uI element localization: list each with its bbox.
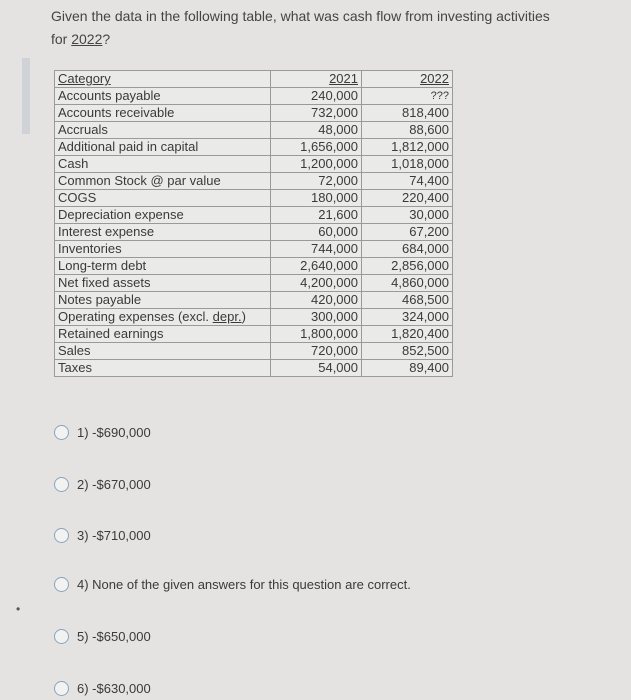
row-category: Long-term debt [55,258,271,275]
row-value-2022: ??? [362,88,453,105]
row-value-2022: 818,400 [362,105,453,122]
table-row [55,275,453,292]
row-value-2021: 240,000 [271,88,362,105]
row-value-2021: 48,000 [271,122,362,139]
table-row [55,258,453,275]
row-value-2021: 1,656,000 [271,139,362,156]
row-value-2022: 468,500 [362,292,453,309]
row-value-2021: 2,640,000 [271,258,362,275]
row-value-2022: 1,820,400 [362,326,453,343]
row-category: Sales [55,343,271,360]
answer-option-2[interactable] [54,477,151,492]
row-value-2022: 88,600 [362,122,453,139]
table-header-row [55,71,453,88]
option-label: 1) -$690,000 [77,425,151,440]
answer-option-4[interactable] [54,577,411,592]
header-category: Category [55,71,271,88]
table-row [55,105,453,122]
row-value-2021: 420,000 [271,292,362,309]
row-value-2021: 732,000 [271,105,362,122]
question-line-1: Given the data in the following table, what was cash flow from investing activities [51,8,550,24]
bullet-marker: • [16,602,21,616]
table-row [55,122,453,139]
table-row [55,360,453,377]
option-label: 2) -$670,000 [77,477,151,492]
row-value-2022: 1,018,000 [362,156,453,173]
row-category: Common Stock @ par value [55,173,271,190]
table-row [55,88,453,105]
option-label: 5) -$650,000 [77,629,151,644]
radio-button-icon[interactable] [54,577,69,592]
row-category: Interest expense [55,224,271,241]
side-bar-marker [22,58,30,134]
question-text [51,5,611,51]
row-category: Inventories [55,241,271,258]
row-category: Notes payable [55,292,271,309]
row-value-2021: 300,000 [271,309,362,326]
option-label: 6) -$630,000 [77,681,151,696]
radio-button-icon[interactable] [54,528,69,543]
row-value-2021: 21,600 [271,207,362,224]
question-year: 2022 [71,31,103,47]
row-value-2022: 852,500 [362,343,453,360]
row-category: Depreciation expense [55,207,271,224]
row-value-2021: 54,000 [271,360,362,377]
row-category: Taxes [55,360,271,377]
row-value-2021: 180,000 [271,190,362,207]
answer-option-3[interactable] [54,528,151,543]
row-value-2021: 72,000 [271,173,362,190]
row-value-2022: 74,400 [362,173,453,190]
header-2021: 2021 [271,71,362,88]
row-category: Additional paid in capital [55,139,271,156]
table-row [55,309,453,326]
financial-data-table [54,70,453,377]
table-row [55,173,453,190]
row-value-2021: 720,000 [271,343,362,360]
row-value-2022: 2,856,000 [362,258,453,275]
row-value-2022: 89,400 [362,360,453,377]
table-row [55,190,453,207]
table-row [55,292,453,309]
radio-button-icon[interactable] [54,681,69,696]
row-value-2021: 4,200,000 [271,275,362,292]
row-category: Net fixed assets [55,275,271,292]
table-row [55,207,453,224]
row-category: Accounts payable [55,88,271,105]
table-row [55,326,453,343]
row-value-2021: 744,000 [271,241,362,258]
row-category: COGS [55,190,271,207]
row-value-2021: 1,800,000 [271,326,362,343]
radio-button-icon[interactable] [54,425,69,440]
row-category: Cash [55,156,271,173]
table-row [55,241,453,258]
row-category: Accruals [55,122,271,139]
row-value-2021: 1,200,000 [271,156,362,173]
option-label: 3) -$710,000 [77,528,151,543]
table-row [55,224,453,241]
row-value-2022: 1,812,000 [362,139,453,156]
answer-option-1[interactable] [54,425,151,440]
table-row [55,156,453,173]
question-line-2: for 2022? [51,31,111,47]
header-2022: 2022 [362,71,453,88]
row-category: Retained earnings [55,326,271,343]
row-value-2022: 684,000 [362,241,453,258]
row-value-2022: 324,000 [362,309,453,326]
row-value-2022: 4,860,000 [362,275,453,292]
row-value-2021: 60,000 [271,224,362,241]
answer-option-5[interactable] [54,629,151,644]
row-value-2022: 30,000 [362,207,453,224]
radio-button-icon[interactable] [54,477,69,492]
answer-option-6[interactable] [54,681,151,696]
table-row [55,139,453,156]
row-value-2022: 220,400 [362,190,453,207]
radio-button-icon[interactable] [54,629,69,644]
row-category: Operating expenses (excl. depr.) [55,309,271,326]
row-category: Accounts receivable [55,105,271,122]
row-value-2022: 67,200 [362,224,453,241]
table-row [55,343,453,360]
option-label: 4) None of the given answers for this question are correct. [77,577,411,592]
